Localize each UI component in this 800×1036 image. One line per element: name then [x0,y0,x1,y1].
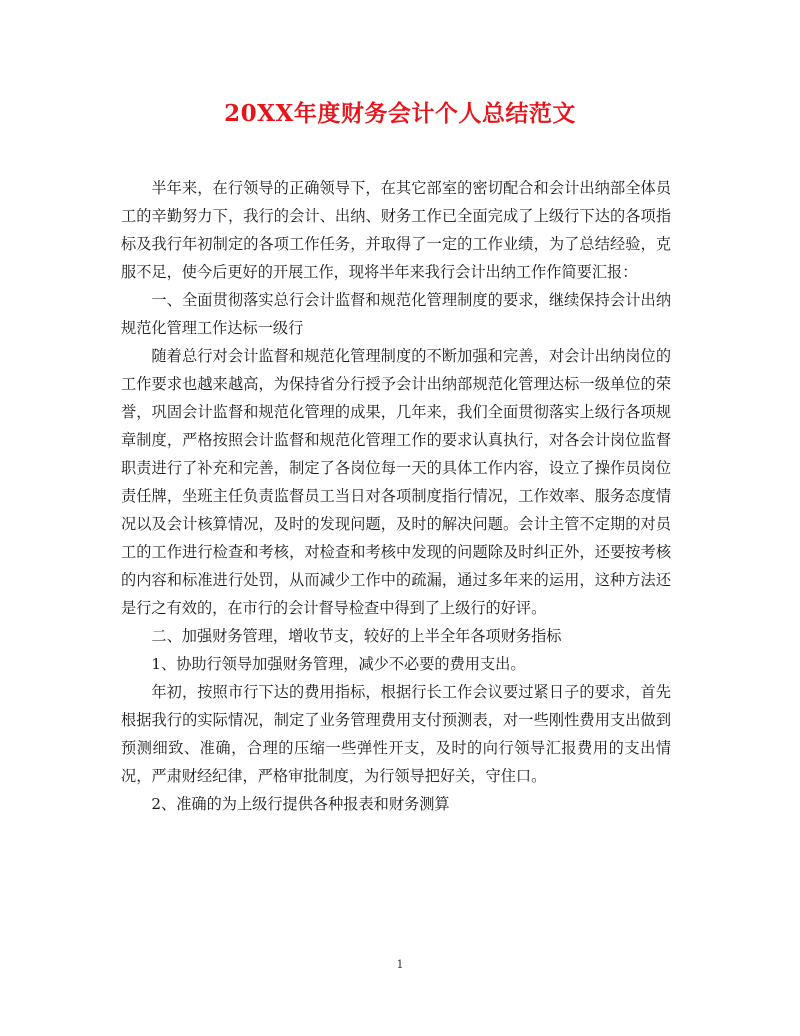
section-heading-2: 二、加强财务管理，增收节支，较好的上半全年各项财务指标 [151,627,562,645]
document-body [121,174,671,818]
subsection-heading-2: 2、准确的为上级行提供各种报表和财务测算 [151,795,450,813]
paragraph-intro: 半年来，在行领导的正确领导下，在其它部室的密切配合和会计出纳部全体员工的辛勤努力下，我行的会计、出纳、财务工作已全面完成了上级行下达的各项指标及我行年初制定的各项工作任务，并取得了一定的工作业绩，为了总结经验，克服不足，使今后更好的开展工作，现将半年来我行会计出纳工作作简要汇报： [121,179,671,281]
paragraph-section-1: 随着总行对会计监督和规范化管理制度的不断加强和完善，对会计出纳岗位的工作要求也越来越高，为保持省分行授予会计出纳部规范化管理达标一级单位的荣誉，巩固会计监督和规范化管理的成果，几年来，我们全面贯彻落实上级行各项规章制度，严格按照会计监督和规范化管理工作的要求认真执行，对各会计岗位监督职责进行了补充和完善，制定了各岗位每一天的具体工作内容，设立了操作员岗位责任牌，坐班主任负责监督员工当日对各项制度指行情况，工作效率、服务态度情况以及会计核算情况，及时的发现问题，及时的解决问题。会计主管不定期的对员工的工作进行检查和考核，对检查和考核中发现的问题除及时纠正外，还要按考核的内容和标准进行处罚，从而减少工作中的疏漏，通过多年来的运用，这种方法还是行之有效的，在市行的会计督导检查中得到了上级行的好评。 [121,347,671,617]
subsection-heading-1: 1、协助行领导加强财务管理，减少不必要的费用支出。 [151,655,526,673]
page-number: 1 [396,958,404,971]
section-heading-1: 一、全面贯彻落实总行会计监督和规范化管理制度的要求，继续保持会计出纳规范化管理工作达标一级行 [121,291,671,337]
document-title: 20XX年度财务会计个人总结范文 [224,100,576,127]
paragraph-subsection-1: 年初，按照市行下达的费用指标，根据行长工作会议要过紧日子的要求，首先根据我行的实际情况，制定了业务管理费用支付预测表，对一些刚性费用支出做到预测细致、准确，合理的压缩一些弹性开支，及时的向行领导汇报费用的支出情况，严肃财经纪律，严格审批制度，为行领导把好关，守住口。 [121,683,671,785]
